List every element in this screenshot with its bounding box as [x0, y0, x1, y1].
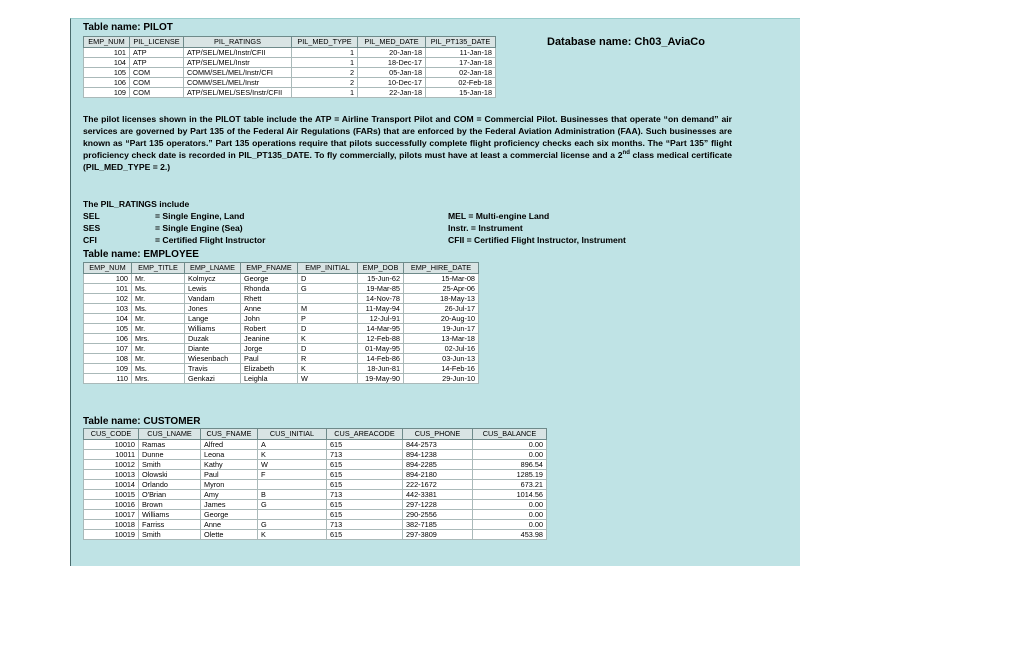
table-cell: 10015: [84, 490, 139, 500]
column-header: CUS_AREACODE: [327, 429, 403, 440]
table-row: [84, 470, 547, 480]
column-header: EMP_INITIAL: [298, 263, 358, 274]
table-cell: G: [258, 500, 327, 510]
table-cell: Jorge: [241, 344, 298, 354]
table-cell: 290-2556: [403, 510, 473, 520]
table-cell: Olowski: [139, 470, 201, 480]
pilot-license-description: [83, 113, 732, 173]
table-cell: 713: [327, 450, 403, 460]
content-panel: [70, 18, 800, 566]
paragraph-superscript: nd: [622, 150, 630, 157]
table-cell: 108: [84, 354, 132, 364]
table-cell: 894-1238: [403, 450, 473, 460]
table-cell: 19-May-90: [358, 374, 404, 384]
table-cell: 12-Feb-88: [358, 334, 404, 344]
table-cell: Anne: [241, 304, 298, 314]
table-row: [84, 88, 496, 98]
table-cell: Mr.: [132, 314, 185, 324]
table-row: [84, 354, 479, 364]
table-cell: W: [258, 460, 327, 470]
table-cell: 18-Dec-17: [358, 58, 426, 68]
column-header: EMP_TITLE: [132, 263, 185, 274]
table-cell: 844-2573: [403, 440, 473, 450]
table-cell: 453.98: [473, 530, 547, 540]
database-name: Database name: Ch03_AviaCo: [547, 36, 705, 48]
table-cell: 0.00: [473, 450, 547, 460]
table-cell: COM: [130, 88, 184, 98]
rating-right: Instr. = Instrument: [448, 223, 523, 233]
table-cell: 05-Jan-18: [358, 68, 426, 78]
table-cell: 02-Jul-16: [404, 344, 479, 354]
employee-table: [83, 262, 479, 384]
table-cell: D: [298, 324, 358, 334]
table-row: [84, 374, 479, 384]
table-cell: 101: [84, 48, 130, 58]
table-cell: 10013: [84, 470, 139, 480]
table-cell: Diante: [185, 344, 241, 354]
table-cell: 19-Jun-17: [404, 324, 479, 334]
column-header: EMP_FNAME: [241, 263, 298, 274]
table-cell: ATP/SEL/MEL/SES/Instr/CFII: [184, 88, 292, 98]
table-cell: 02-Jan-18: [426, 68, 496, 78]
table-cell: 713: [327, 490, 403, 500]
table-cell: ATP/SEL/MEL/Instr/CFII: [184, 48, 292, 58]
table-cell: Robert: [241, 324, 298, 334]
table-cell: Paul: [201, 470, 258, 480]
table-cell: 106: [84, 78, 130, 88]
customer-table: [83, 428, 547, 540]
table-cell: Mrs.: [132, 374, 185, 384]
table-cell: Elizabeth: [241, 364, 298, 374]
table-cell: 01-May-95: [358, 344, 404, 354]
table-cell: 15-Jan-18: [426, 88, 496, 98]
rating-description: = Single Engine (Sea): [155, 223, 243, 233]
table-row: [84, 510, 547, 520]
table-cell: Jones: [185, 304, 241, 314]
table-cell: 26-Jul-17: [404, 304, 479, 314]
table-cell: 2: [292, 78, 358, 88]
table-cell: 103: [84, 304, 132, 314]
employee-table-title: Table name: EMPLOYEE: [83, 249, 199, 260]
table-cell: COM: [130, 68, 184, 78]
table-cell: 17-Jan-18: [426, 58, 496, 68]
table-cell: Orlando: [139, 480, 201, 490]
column-header: CUS_INITIAL: [258, 429, 327, 440]
table-cell: 20-Aug-10: [404, 314, 479, 324]
table-cell: Ramas: [139, 440, 201, 450]
table-cell: 10017: [84, 510, 139, 520]
table-cell: James: [201, 500, 258, 510]
table-cell: Leona: [201, 450, 258, 460]
table-cell: 109: [84, 88, 130, 98]
table-cell: 109: [84, 364, 132, 374]
column-header: PIL_PT135_DATE: [426, 37, 496, 48]
table-cell: G: [258, 520, 327, 530]
table-row: [84, 460, 547, 470]
table-cell: G: [298, 284, 358, 294]
table-cell: 14-Feb-16: [404, 364, 479, 374]
table-cell: ATP: [130, 48, 184, 58]
table-cell: George: [201, 510, 258, 520]
table-row: [84, 304, 479, 314]
customer-table-title: Table name: CUSTOMER: [83, 416, 201, 427]
table-cell: Mr.: [132, 294, 185, 304]
table-cell: 1: [292, 48, 358, 58]
column-header: PIL_MED_DATE: [358, 37, 426, 48]
table-cell: 11-Jan-18: [426, 48, 496, 58]
table-cell: Jeanine: [241, 334, 298, 344]
column-header: CUS_PHONE: [403, 429, 473, 440]
table-cell: Rhett: [241, 294, 298, 304]
column-header: CUS_CODE: [84, 429, 139, 440]
table-cell: 297-1228: [403, 500, 473, 510]
table-cell: Mr.: [132, 344, 185, 354]
table-row: [84, 294, 479, 304]
table-row: [84, 58, 496, 68]
table-cell: 1: [292, 58, 358, 68]
table-cell: Williams: [185, 324, 241, 334]
table-cell: P: [298, 314, 358, 324]
rating-code: SES: [83, 223, 101, 233]
table-cell: Farriss: [139, 520, 201, 530]
table-cell: 615: [327, 480, 403, 490]
table-cell: 10016: [84, 500, 139, 510]
rating-code: SEL: [83, 211, 100, 221]
table-cell: Mr.: [132, 324, 185, 334]
table-cell: Mr.: [132, 274, 185, 284]
paragraph-main: The pilot licenses shown in the PILOT table include the ATP = Airline Transport Pilot and COM = Commercial Pilot. Businesses that operate “on demand” air services are governed by Part 135 of the Federal Air Regulations (FARs) that are enforced by the Federal Aviation Administration (FAA). Such businesses are known as “Part 135 operators.” Part 135 operations require that pilots successfully complete flight proficiency checks each six months. The “Part 135” flight proficiency check date is recorded in PIL_PT135_DATE. To fly commercially, pilots must have at least a commercial license and a 2: [83, 114, 732, 161]
table-cell: ATP/SEL/MEL/Instr: [184, 58, 292, 68]
table-cell: Olette: [201, 530, 258, 540]
table-row: [84, 364, 479, 374]
table-cell: Ms.: [132, 304, 185, 314]
table-cell: 615: [327, 440, 403, 450]
table-cell: 02-Feb-18: [426, 78, 496, 88]
table-cell: 14-Mar-95: [358, 324, 404, 334]
table-row: [84, 480, 547, 490]
table-cell: Lewis: [185, 284, 241, 294]
pilot-table-title: Table name: PILOT: [83, 22, 173, 33]
table-cell: 10014: [84, 480, 139, 490]
table-cell: 10019: [84, 530, 139, 540]
table-cell: 297-3809: [403, 530, 473, 540]
table-cell: Travis: [185, 364, 241, 374]
table-cell: 1285.19: [473, 470, 547, 480]
table-cell: 615: [327, 530, 403, 540]
table-cell: Mr.: [132, 354, 185, 364]
table-cell: 105: [84, 68, 130, 78]
table-cell: 102: [84, 294, 132, 304]
column-header: EMP_NUM: [84, 263, 132, 274]
table-row: [84, 344, 479, 354]
table-cell: [298, 294, 358, 304]
table-row: [84, 530, 547, 540]
table-cell: A: [258, 440, 327, 450]
table-cell: R: [298, 354, 358, 364]
table-cell: Amy: [201, 490, 258, 500]
table-cell: Mrs.: [132, 334, 185, 344]
paragraph-end: class medical certificate (PIL_MED_TYPE = 2.): [83, 150, 732, 173]
table-cell: 03-Jun-13: [404, 354, 479, 364]
table-cell: 896.54: [473, 460, 547, 470]
table-row: [84, 334, 479, 344]
table-cell: W: [298, 374, 358, 384]
table-row: [84, 450, 547, 460]
table-cell: K: [258, 530, 327, 540]
table-cell: 12-Jul-91: [358, 314, 404, 324]
table-cell: K: [298, 334, 358, 344]
table-cell: 110: [84, 374, 132, 384]
table-cell: 894-2285: [403, 460, 473, 470]
table-cell: Brown: [139, 500, 201, 510]
table-cell: 18-Jun-81: [358, 364, 404, 374]
table-cell: Kolmycz: [185, 274, 241, 284]
table-cell: 2: [292, 68, 358, 78]
table-cell: 104: [84, 58, 130, 68]
table-cell: Smith: [139, 530, 201, 540]
table-cell: 15-Mar-08: [404, 274, 479, 284]
table-cell: [258, 480, 327, 490]
table-cell: K: [298, 364, 358, 374]
table-cell: 615: [327, 500, 403, 510]
column-header: PIL_MED_TYPE: [292, 37, 358, 48]
table-cell: 100: [84, 274, 132, 284]
table-cell: Genkazi: [185, 374, 241, 384]
table-cell: 615: [327, 460, 403, 470]
table-cell: Vandam: [185, 294, 241, 304]
table-cell: 0.00: [473, 440, 547, 450]
rating-code: CFI: [83, 235, 97, 245]
table-row: [84, 274, 479, 284]
table-row: [84, 314, 479, 324]
table-cell: 1: [292, 88, 358, 98]
table-cell: B: [258, 490, 327, 500]
table-cell: Alfred: [201, 440, 258, 450]
column-header: CUS_LNAME: [139, 429, 201, 440]
table-row: [84, 78, 496, 88]
table-cell: 0.00: [473, 510, 547, 520]
table-cell: Lange: [185, 314, 241, 324]
table-cell: Anne: [201, 520, 258, 530]
table-cell: 10-Dec-17: [358, 78, 426, 88]
ratings-heading: The PIL_RATINGS include: [83, 199, 190, 209]
rating-right: MEL = Multi-engine Land: [448, 211, 550, 221]
table-cell: D: [298, 274, 358, 284]
table-cell: Kathy: [201, 460, 258, 470]
table-cell: O'Brian: [139, 490, 201, 500]
table-cell: George: [241, 274, 298, 284]
table-cell: 1014.56: [473, 490, 547, 500]
table-cell: 442-3381: [403, 490, 473, 500]
table-cell: 25-Apr-06: [404, 284, 479, 294]
table-cell: Duzak: [185, 334, 241, 344]
table-cell: Ms.: [132, 284, 185, 294]
table-row: [84, 500, 547, 510]
table-cell: K: [258, 450, 327, 460]
table-cell: COM: [130, 78, 184, 88]
table-cell: 29-Jun-10: [404, 374, 479, 384]
table-cell: 10012: [84, 460, 139, 470]
table-row: [84, 48, 496, 58]
rating-right: CFII = Certified Flight Instructor, Instrument: [448, 235, 626, 245]
table-cell: 18-May-13: [404, 294, 479, 304]
customer-header-row: [84, 429, 547, 440]
table-cell: 894-2180: [403, 470, 473, 480]
table-cell: 11-May-94: [358, 304, 404, 314]
table-cell: D: [298, 344, 358, 354]
table-cell: 13-Mar-18: [404, 334, 479, 344]
column-header: EMP_LNAME: [185, 263, 241, 274]
table-cell: 105: [84, 324, 132, 334]
table-cell: 0.00: [473, 500, 547, 510]
table-cell: 10011: [84, 450, 139, 460]
table-row: [84, 520, 547, 530]
table-cell: 14-Feb-86: [358, 354, 404, 364]
table-cell: 673.21: [473, 480, 547, 490]
table-cell: 22-Jan-18: [358, 88, 426, 98]
table-cell: 104: [84, 314, 132, 324]
table-cell: 15-Jun-62: [358, 274, 404, 284]
table-cell: 10018: [84, 520, 139, 530]
table-row: [84, 440, 547, 450]
table-cell: M: [298, 304, 358, 314]
column-header: EMP_NUM: [84, 37, 130, 48]
table-cell: 107: [84, 344, 132, 354]
table-cell: F: [258, 470, 327, 480]
table-cell: 0.00: [473, 520, 547, 530]
table-cell: ATP: [130, 58, 184, 68]
table-cell: [258, 510, 327, 520]
table-row: [84, 284, 479, 294]
rating-description: = Certified Flight Instructor: [155, 235, 266, 245]
table-cell: Ms.: [132, 364, 185, 374]
column-header: CUS_BALANCE: [473, 429, 547, 440]
column-header: PIL_LICENSE: [130, 37, 184, 48]
table-cell: 106: [84, 334, 132, 344]
column-header: EMP_DOB: [358, 263, 404, 274]
rating-description: = Single Engine, Land: [155, 211, 245, 221]
table-cell: Williams: [139, 510, 201, 520]
table-cell: 20-Jan-18: [358, 48, 426, 58]
table-cell: Dunne: [139, 450, 201, 460]
table-cell: Leighla: [241, 374, 298, 384]
pilot-table: [83, 36, 496, 98]
table-cell: 101: [84, 284, 132, 294]
table-cell: Paul: [241, 354, 298, 364]
table-cell: John: [241, 314, 298, 324]
table-cell: 713: [327, 520, 403, 530]
table-cell: Wiesenbach: [185, 354, 241, 364]
table-cell: 14-Nov-78: [358, 294, 404, 304]
employee-header-row: [84, 263, 479, 274]
column-header: EMP_HIRE_DATE: [404, 263, 479, 274]
table-cell: 615: [327, 510, 403, 520]
table-cell: COMM/SEL/MEL/Instr/CFI: [184, 68, 292, 78]
column-header: CUS_FNAME: [201, 429, 258, 440]
table-cell: COMM/SEL/MEL/Instr: [184, 78, 292, 88]
table-cell: 19-Mar-85: [358, 284, 404, 294]
table-cell: Smith: [139, 460, 201, 470]
column-header: PIL_RATINGS: [184, 37, 292, 48]
table-cell: 222-1672: [403, 480, 473, 490]
table-cell: Rhonda: [241, 284, 298, 294]
table-row: [84, 490, 547, 500]
table-cell: 10010: [84, 440, 139, 450]
pilot-header-row: [84, 37, 496, 48]
table-cell: 382-7185: [403, 520, 473, 530]
table-row: [84, 68, 496, 78]
table-cell: Myron: [201, 480, 258, 490]
table-cell: 615: [327, 470, 403, 480]
table-row: [84, 324, 479, 334]
